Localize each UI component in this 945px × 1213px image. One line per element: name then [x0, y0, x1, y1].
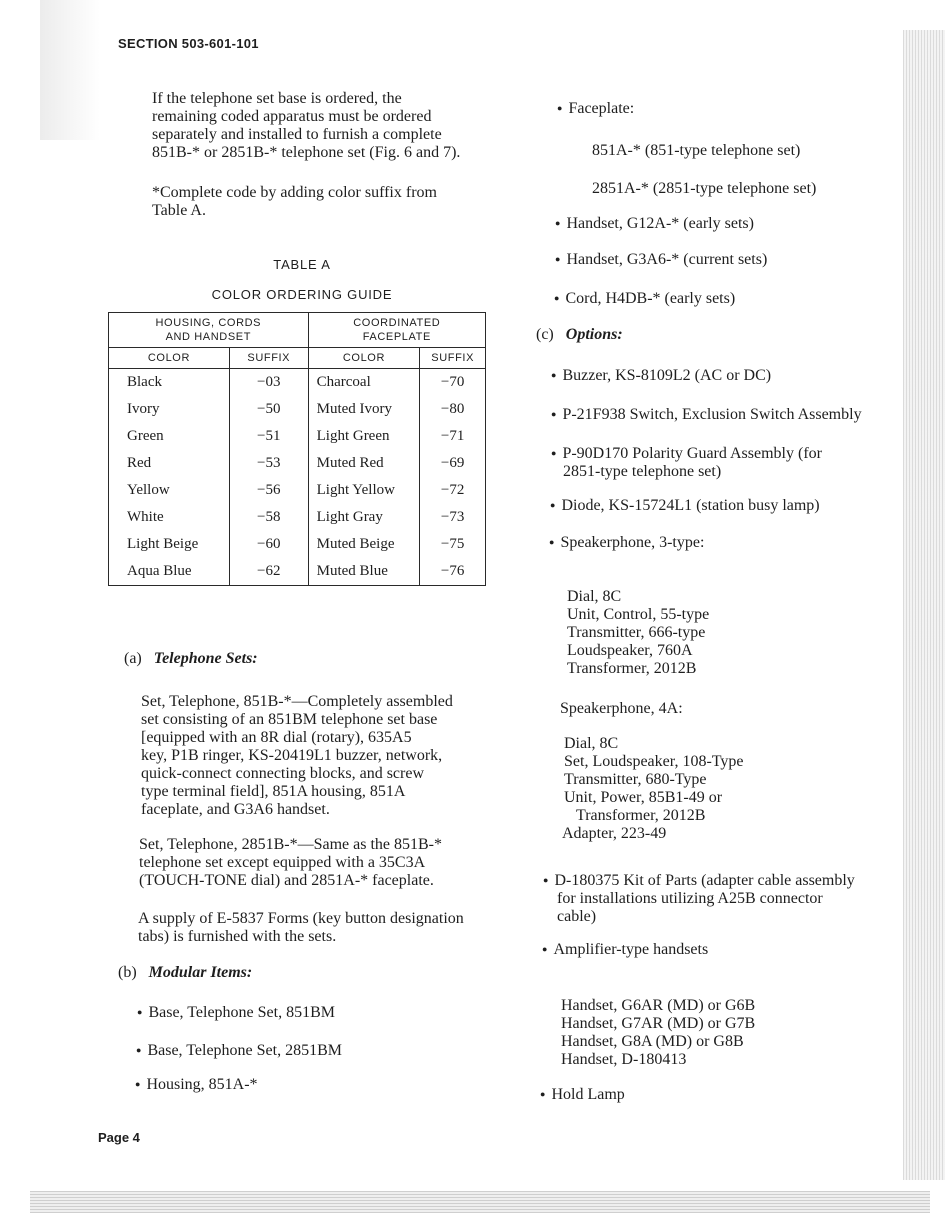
table-row	[109, 477, 486, 504]
text-line: telephone set except equipped with a 35C3A	[139, 854, 426, 871]
faceplate-color-cell: Light Yellow	[308, 477, 420, 504]
text-line: faceplate, and G3A6 handset.	[141, 801, 330, 818]
table-row	[109, 423, 486, 450]
part-line: Transformer, 2012B	[576, 807, 706, 824]
faceplate-suffix-cell: −71	[420, 423, 486, 450]
text-line: tabs) is furnished with the sets.	[138, 928, 337, 945]
table-label: TABLE A	[273, 257, 331, 272]
faceplate-suffix-cell: −72	[420, 477, 486, 504]
housing-color-cell: White	[109, 504, 230, 531]
bullet-item: ● Buzzer, KS-8109L2 (AC or DC)	[551, 367, 771, 385]
faceplate-sub-item: 2851A-* (2851-type telephone set)	[592, 180, 817, 197]
bullet-item: ● Handset, G12A-* (early sets)	[555, 215, 754, 233]
text-line: key, P1B ringer, KS-20419L1 buzzer, network,	[141, 747, 443, 764]
section-c-heading	[536, 326, 623, 344]
text-line: *Complete code by adding color suffix from	[152, 184, 437, 201]
text-line: [equipped with an 8R dial (rotary), 635A5	[141, 729, 412, 746]
faceplate-color-cell: Muted Beige	[308, 531, 420, 558]
table-group-header-row	[109, 313, 486, 348]
faceplate-suffix-cell: −75	[420, 531, 486, 558]
speakerphone-3-parts	[567, 588, 709, 678]
faceplate-suffix-cell: −70	[420, 369, 486, 397]
bullet-item: ● Base, Telephone Set, 2851BM	[136, 1042, 342, 1060]
table-caption: COLOR ORDERING GUIDE	[211, 287, 393, 302]
housing-suffix-cell: −62	[229, 558, 308, 586]
part-line: Unit, Power, 85B1-49 or	[564, 789, 723, 806]
col-header-color: COLOR	[109, 348, 230, 369]
text-line: type terminal field], 851A housing, 851A	[141, 783, 406, 800]
text-line: Table A.	[152, 202, 206, 219]
part-line: Dial, 8C	[564, 735, 619, 752]
faceplate-suffix-cell: −80	[420, 396, 486, 423]
amplifier-handsets-list	[561, 997, 755, 1069]
part-line: Transformer, 2012B	[567, 660, 697, 677]
speakerphone-4a-title: Speakerphone, 4A:	[560, 700, 683, 717]
text-line: 851B-* or 2851B-* telephone set (Fig. 6 and 7).	[152, 144, 461, 161]
housing-color-cell: Red	[109, 450, 230, 477]
housing-color-cell: Ivory	[109, 396, 230, 423]
faceplate-color-cell: Muted Ivory	[308, 396, 420, 423]
housing-color-cell: Aqua Blue	[109, 558, 230, 586]
housing-suffix-cell: −56	[229, 477, 308, 504]
bullet-item: ● D-180375 Kit of Parts (adapter cable assembly for installations utilizing A25B connector cable)	[543, 871, 888, 926]
bullet-item: ● P-90D170 Polarity Guard Assembly (for 2851-type telephone set)	[551, 444, 891, 481]
housing-suffix-cell: −50	[229, 396, 308, 423]
section-c-letter: (c)	[536, 326, 554, 343]
part-line: Dial, 8C	[567, 588, 622, 605]
housing-color-cell: Green	[109, 423, 230, 450]
text-line: set consisting of an 851BM telephone set base	[141, 711, 438, 728]
section-c-title: Options:	[565, 326, 623, 343]
table-column-header-row	[109, 348, 486, 369]
color-ordering-table	[108, 312, 486, 586]
table-row	[109, 396, 486, 423]
text-line: If the telephone set base is ordered, the	[152, 90, 402, 107]
footnote-paragraph	[152, 184, 486, 220]
forms-paragraph	[138, 910, 483, 946]
faceplate-suffix-cell: −73	[420, 504, 486, 531]
group-header-housing: HOUSING, CORDS AND HANDSET	[109, 313, 309, 348]
bullet-item: ● Housing, 851A-*	[135, 1076, 258, 1094]
set-2851b-paragraph	[139, 836, 479, 890]
col-header-suffix: SUFFIX	[229, 348, 308, 369]
housing-color-cell: Black	[109, 369, 230, 397]
housing-suffix-cell: −58	[229, 504, 308, 531]
bullet-item: ● Hold Lamp	[540, 1086, 625, 1104]
speakerphone-4a-parts	[564, 735, 744, 843]
part-line: Transmitter, 666-type	[567, 624, 706, 641]
table-row	[109, 504, 486, 531]
faceplate-color-cell: Light Gray	[308, 504, 420, 531]
col-header-suffix: SUFFIX	[420, 348, 486, 369]
bullet-item: ● P-21F938 Switch, Exclusion Switch Assembly	[551, 406, 862, 424]
text-line: (TOUCH-TONE dial) and 2851A-* faceplate.	[139, 872, 434, 889]
text-line: Set, Telephone, 851B-*—Completely assembled	[141, 693, 453, 710]
text-line: Set, Telephone, 2851B-*—Same as the 851B-*	[139, 836, 442, 853]
section-header: SECTION 503-601-101	[118, 36, 259, 51]
faceplate-suffix-cell: −76	[420, 558, 486, 586]
faceplate-sub-item: 851A-* (851-type telephone set)	[592, 142, 801, 159]
faceplate-suffix-cell: −69	[420, 450, 486, 477]
bullet-item: ● Base, Telephone Set, 851BM	[137, 1004, 335, 1022]
scan-shadow-bottom	[30, 1191, 930, 1213]
bullet-item: ● Handset, G3A6-* (current sets)	[555, 251, 767, 269]
housing-color-cell: Yellow	[109, 477, 230, 504]
text-line: separately and installed to furnish a complete	[152, 126, 442, 143]
page-number: Page 4	[98, 1130, 140, 1145]
housing-color-cell: Light Beige	[109, 531, 230, 558]
part-line: Loudspeaker, 760A	[567, 642, 693, 659]
housing-suffix-cell: −51	[229, 423, 308, 450]
table-row	[109, 450, 486, 477]
part-line: Set, Loudspeaker, 108-Type	[564, 753, 744, 770]
housing-suffix-cell: −53	[229, 450, 308, 477]
section-b-heading	[118, 964, 252, 982]
group-header-faceplate: COORDINATED FACEPLATE	[308, 313, 485, 348]
faceplate-color-cell: Muted Red	[308, 450, 420, 477]
table-row	[109, 369, 486, 397]
section-a-title: Telephone Sets:	[153, 650, 258, 667]
text-line: quick-connect connecting blocks, and screw	[141, 765, 425, 782]
part-line: Handset, G6AR (MD) or G6B	[561, 997, 756, 1014]
housing-suffix-cell: −03	[229, 369, 308, 397]
table-row	[109, 558, 486, 586]
table-row	[109, 531, 486, 558]
bullet-item: ● Faceplate:	[557, 100, 634, 118]
bullet-item: ● Amplifier-type handsets	[542, 941, 708, 959]
intro-paragraph	[152, 90, 486, 162]
faceplate-color-cell: Charcoal	[308, 369, 420, 397]
part-line: Handset, D-180413	[561, 1051, 687, 1068]
section-b-letter: (b)	[118, 964, 137, 981]
part-line: Unit, Control, 55-type	[567, 606, 710, 623]
section-a-heading	[124, 650, 258, 668]
text-line: remaining coded apparatus must be ordered	[152, 108, 432, 125]
bullet-item: ● Cord, H4DB-* (early sets)	[554, 290, 735, 308]
text-line: A supply of E-5837 Forms (key button designation	[138, 910, 464, 927]
faceplate-color-cell: Light Green	[308, 423, 420, 450]
faceplate-color-cell: Muted Blue	[308, 558, 420, 586]
part-line: Transmitter, 680-Type	[564, 771, 707, 788]
housing-suffix-cell: −60	[229, 531, 308, 558]
col-header-color: COLOR	[308, 348, 420, 369]
section-a-letter: (a)	[124, 650, 142, 667]
bullet-item: ● Speakerphone, 3-type:	[549, 534, 704, 552]
section-b-title: Modular Items:	[148, 964, 253, 981]
bullet-item: ● Diode, KS-15724L1 (station busy lamp)	[550, 497, 820, 515]
part-line: Adapter, 223-49	[562, 825, 667, 842]
scan-shadow-right	[903, 30, 945, 1180]
part-line: Handset, G7AR (MD) or G7B	[561, 1015, 756, 1032]
scan-shadow-left	[40, 0, 100, 140]
part-line: Handset, G8A (MD) or G8B	[561, 1033, 744, 1050]
set-851b-paragraph	[141, 693, 481, 819]
